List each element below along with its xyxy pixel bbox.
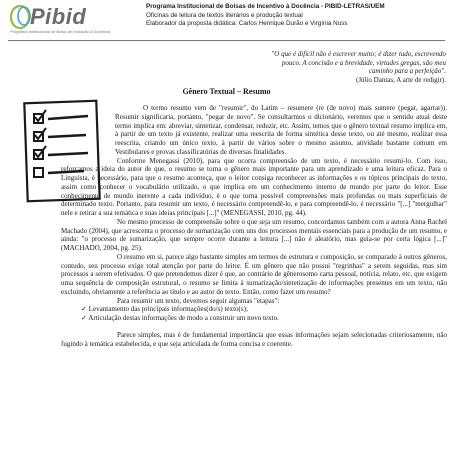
- epigraph: [196, 50, 446, 84]
- paragraph-intro: O termo resumo vem de "resumir", do Latim – resumere (re (de novo) mais sumere (pegar, agarrar)). Resumir significaria, portanto, "pegar de novo". Se consultarmos o dicionário, veremos que o sentido atual deste termo implica em: abreviar, sintetizar, condensar, reduzir, etc. Assim, temos que o gênero textual resumo implica em, à partir de um texto já existente, realizar uma reescrita de forma sintética desse texto, ou até mesmo, realizar essa reescrita, criando um único texto, à partir de vários sobre o mesmo assunto, atividade bastante comum em Vestibulares e provas classificatórias de diversas finalidades.: [115, 104, 447, 156]
- header-divider: [8, 40, 445, 41]
- epigraph-author: (Júlio Dantas, A arte de redigir).: [355, 75, 446, 84]
- list-item: ✓ Articulação destas informações de modo a construir um novo texto.: [81, 314, 279, 322]
- epigraph-line: caminho para a perfeição".: [368, 67, 446, 76]
- paragraph-menegassi: Conforme Menegassi (2010), para que ocorra compreensão de um texto, é necessário resumi-lo. Com isso, reforçamos a ideia do autor de que, o resumo se torna o gênero mais importante para um aprendizado e uma leitura eficaz. Para o Linguista, é necessário, para que o resumo aconteça, que o leitor consiga reconhecer as informações e os tópicos principais do texto, assim como conhecer o vocabulário utilizado, o que implica em um conhecimento interno de mundo por parte do leitor. Esse conhecimento de mundo inerente a cada indivíduo, é o que torna possível compreensões mais profundas ou mais superficiais de determinado texto. Portanto, para resumir um texto, é necessário compreendê-lo, e para compreendê-lo, é necessário "[...] "mergulhar" nele e retirar a sua temática e suas ideias principais [...]" (MENEGASSI, 2010, pg. 44).: [61, 156, 447, 217]
- epigraph-line: "O que é difícil não é escrever muito; é dizer tudo, escrevendo: [271, 50, 446, 58]
- steps-list: [61, 305, 447, 323]
- paragraph-conclusion: Parece simples, mas é de fundamental importância que essas informações sejam selecionadas criteriosamente, não fugindo à temática estabelecida, e que seja articulada de forma concisa e coerente.: [61, 330, 447, 348]
- logo-text: Pibid: [30, 4, 87, 29]
- page-title: Gênero Textual – Resumo: [182, 87, 271, 96]
- epigraph-line: pouco. A concisão e a brevidade, virtudes gregas, são meu: [281, 58, 446, 67]
- pibid-logo: [8, 4, 111, 34]
- logo-subtitle: Programa Institucional de Bolsa de Iniciação à Docência: [10, 29, 111, 34]
- document-body: [61, 104, 447, 348]
- paragraph-steps-intro: Para resumir um texto, devemos seguir algumas "etapas":: [117, 296, 280, 305]
- list-item: ✓ Levantamento das principais informações(do/s) texto(s);: [81, 305, 248, 314]
- paragraph-structure: O resumo em si, parece algo bastante simples em termos de estrutura e composição, se comparado à outros gêneros, contudo, seu processo exige total atenção por parte do leitor. É um gênero que não possui "regrinhas" a serem seguidas, mas sim processos a serem efetivados. O que pretendemos dizer é que, ao contrário de gênerosomo carta pessoal, notícia, relato, etc. que exigem uma sequência de composição estrutural, o resumo se limita à sumarização/sintetização de informações presentes em um texto, não excluindo, obviamente a referência ao título e ao autor do texto. Então, como fazer um resumo?: [61, 252, 447, 296]
- spacer: [61, 323, 447, 331]
- header-line-program: Programa Institucional de Bolsas de Incentivo à Docência - PIBID-LETRAS/UEM: [146, 3, 385, 10]
- header-line-workshops: Oficinas de leitura de textos literários e produção textual: [146, 11, 303, 19]
- paragraph-machado: No mesmo processo de compreensão sobre o que seja um resumo, concordamos também com a autora Anna Rachel Machado (2004), que acrescenta o processo de sumarização com uns dos processos mentais essenciais para a produção de um resumo, e ainda: "o processo de sumarização, que sempre ocorre durante a leitura [...] não é aleatório, mas guia-se por certa lógica [...]" (MACHADO, 2004, pg. 25).: [61, 217, 447, 252]
- header-line-authors: Elaborador da proposta didática: Carlos Henrique Durão e Virgínia Nuss: [146, 20, 348, 28]
- header-info: [146, 3, 451, 29]
- document-header: [0, 0, 453, 44]
